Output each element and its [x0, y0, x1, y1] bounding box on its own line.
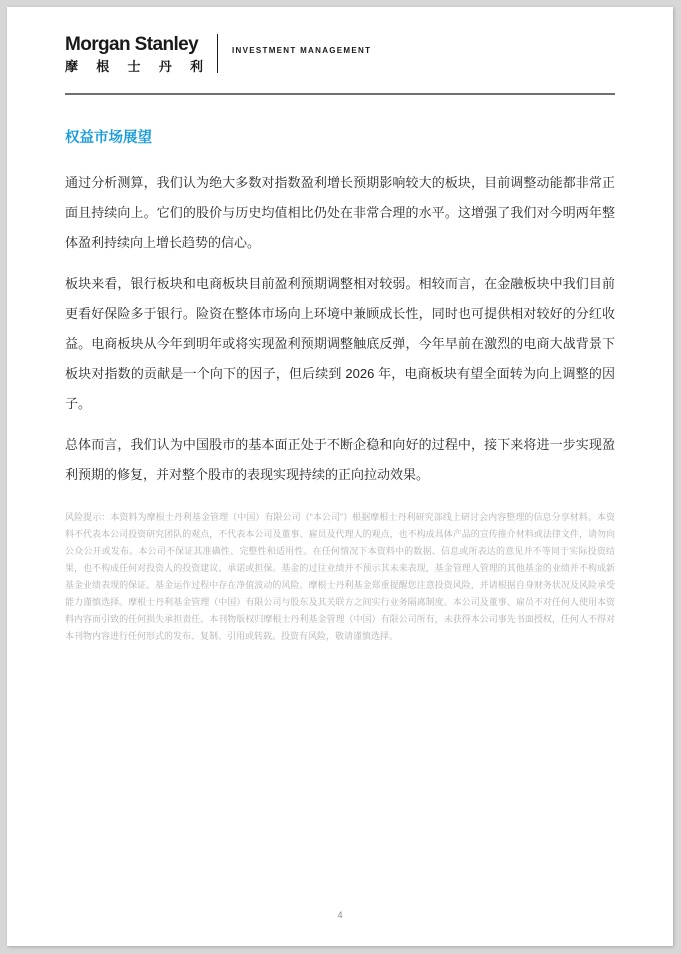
- logo-wordmark-chinese: 摩根士丹利: [65, 59, 203, 74]
- page-header: [65, 33, 615, 95]
- page-number: 4: [337, 910, 343, 920]
- header-rule: [65, 93, 615, 95]
- section-title: 权益市场展望: [65, 130, 152, 146]
- logo-wordmark-block: [65, 33, 203, 75]
- logo-division-label: INVESTMENT MANAGEMENT: [232, 45, 372, 55]
- risk-disclaimer: 风险提示：本资料为摩根士丹利基金管理（中国）有限公司（“本公司”）根据摩根士丹利研究部线上研讨会内容整理的信息分享材料。本资料不代表本公司投资研究团队的观点，不代表本公司及董事、雇员及代理人的观点，也不构成具体产品的宣传推介材料或法律文件，请勿向公众公开或发布。本公司不保证其准确性、完整性和适用性。在任何情况下本资料中的数据、信息或所表达的意见并不等同于实际投资结果，也不构成任何对投资人的投资建议、承诺或担保。基金的过往业绩并不预示其未来表现，基金管理人管理的其他基金的业绩并不构成新基金业绩表现的保证。基金运作过程中存在净值波动的风险。摩根士丹利基金郑重提醒您注意投资风险，并请根据自身财务状况及风险承受能力谨慎选择。摩根士丹利基金管理（中国）有限公司与股东及其关联方之间实行业务隔离制度。本公司及董事、雇员不对任何人使用本资料内容而引致的任何损失承担责任。本刊物版权归摩根士丹利基金管理（中国）有限公司所有，未获得本公司事先书面授权，任何人不得对本刊物内容进行任何形式的发布、复制、引用或转载。投资有风险，敬请谨慎选择。: [65, 512, 615, 641]
- logo-wordmark-english: Morgan Stanley: [65, 34, 199, 55]
- body-paragraph-1: 通过分析测算，我们认为绝大多数对指数盈利增长预期影响较大的板块，目前调整动能都非常正面且持续向上。它们的股价与历史均值相比仍处在非常合理的水平。这增强了我们对今明两年整体盈利持续向上增长趋势的信心。: [65, 175, 615, 250]
- document-page: [7, 7, 673, 946]
- document-body: [65, 128, 615, 645]
- body-paragraph-2: 板块来看，银行板块和电商板块目前盈利预期调整相对较弱。相较而言，在金融板块中我们目前更看好保险多于银行。险资在整体市场向上环境中兼顾成长性，同时也可提供相对较好的分红收益。电商板块从今年到明年或将实现盈利预期调整触底反弹，今年早前在激烈的电商大战背景下板块对指数的贡献是一个向下的因子，但后续到 2026 年，电商板块有望全面转为向上调整的因子。: [65, 276, 615, 411]
- logo-divider-line: [217, 34, 218, 73]
- morgan-stanley-logo: [65, 33, 615, 75]
- body-paragraph-3: 总体而言，我们认为中国股市的基本面正处于不断企稳和向好的过程中，接下来将进一步实现盈利预期的修复，并对整个股市的表现实现持续的正向拉动效果。: [65, 437, 615, 482]
